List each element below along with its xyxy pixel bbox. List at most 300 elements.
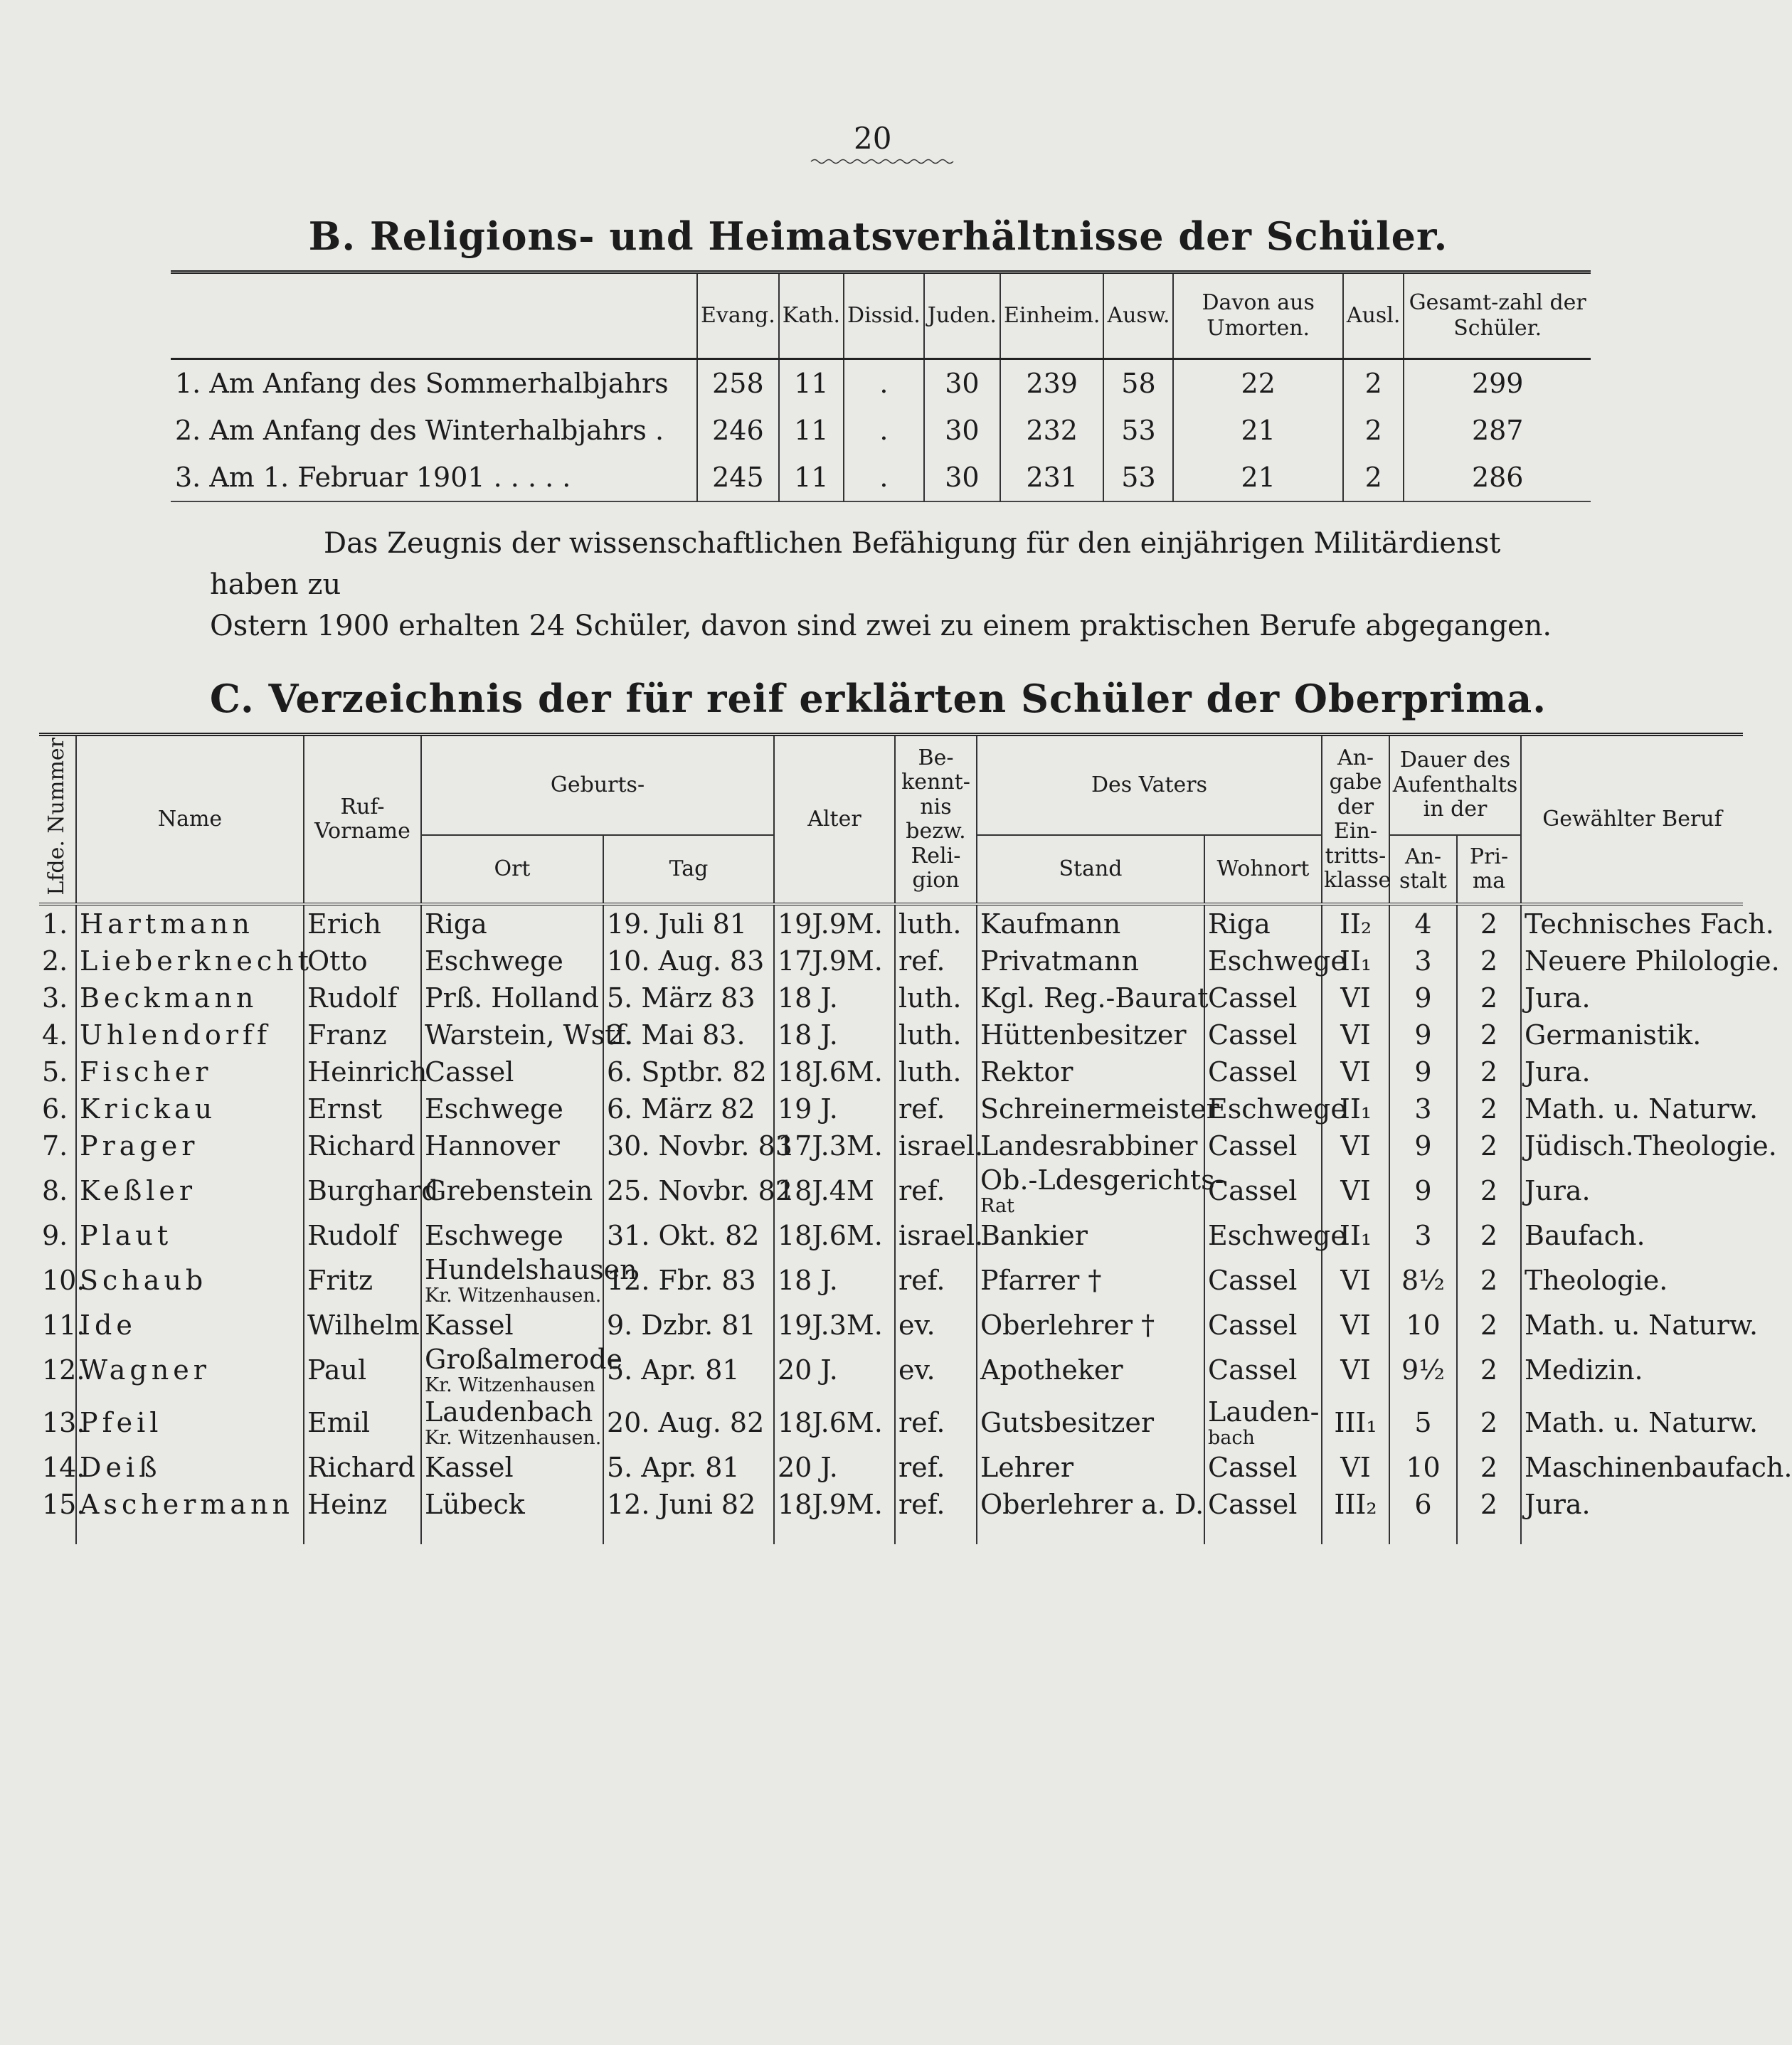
- duration-prima-text: 2: [1480, 1452, 1498, 1484]
- birth-place: [421, 1254, 637, 1307]
- entry-class-text: VI: [1340, 1452, 1371, 1484]
- religion-cell: .: [844, 359, 924, 408]
- duration-prima-text: 2: [1480, 945, 1498, 977]
- chosen-profession: [1521, 1449, 1792, 1486]
- chosen-profession-text: Medizin.: [1525, 1354, 1643, 1386]
- row-number-text: 7.: [42, 1130, 68, 1162]
- chosen-profession-text: Jura.: [1525, 1056, 1591, 1088]
- religion: [895, 1486, 977, 1544]
- row-number: [39, 942, 76, 979]
- graduate-row: [39, 1053, 1743, 1090]
- student-first-name: [304, 1090, 421, 1127]
- entry-class-text: II₁: [1339, 945, 1372, 977]
- student-first-name-text: Erich: [307, 908, 381, 940]
- row-number-text: 13.: [42, 1407, 85, 1439]
- row-number-text: 6.: [42, 1093, 68, 1125]
- student-age: [774, 1217, 895, 1254]
- entry-class: [1322, 1016, 1389, 1053]
- header-bekenntnis: Be-kennt-nis bezw. Reli-gion: [895, 735, 977, 905]
- chosen-profession: [1521, 1053, 1743, 1090]
- birth-date-text: 10. Aug. 83: [607, 945, 765, 977]
- religion-cell: 231: [1000, 454, 1103, 501]
- graduate-row: [39, 1016, 1743, 1053]
- birth-date: [603, 942, 774, 979]
- entry-class-text: VI: [1340, 1265, 1371, 1297]
- header-blank: [171, 272, 697, 359]
- graduate-row: [39, 1217, 1743, 1254]
- birth-place-text: Eschwege: [425, 1093, 563, 1125]
- student-surname: [76, 1449, 304, 1486]
- student-first-name-text: Franz: [307, 1019, 387, 1051]
- birth-place: [421, 1396, 603, 1449]
- religion: [895, 1164, 977, 1217]
- entry-class: [1322, 1396, 1389, 1449]
- father-residence: [1204, 1254, 1322, 1307]
- duration-prima: [1457, 1307, 1521, 1344]
- entry-class-text: II₂: [1339, 908, 1372, 940]
- entry-class-text: VI: [1340, 1056, 1371, 1088]
- duration-prima-text: 2: [1480, 908, 1498, 940]
- father-occupation-text: Ob.-Ldesgerichts-: [980, 1164, 1224, 1196]
- graduate-row: [39, 1090, 1743, 1127]
- duration-school-text: 4: [1414, 908, 1432, 940]
- birth-date-text: 6. Sptbr. 82: [607, 1056, 767, 1088]
- graduate-row: [39, 979, 1743, 1016]
- student-age: [774, 1486, 895, 1544]
- duration-school: [1389, 1486, 1457, 1544]
- religion-cell: .: [844, 454, 924, 501]
- religion: [895, 979, 977, 1016]
- header-ort: Ort: [421, 835, 603, 904]
- header-anstalt: An-stalt: [1389, 835, 1457, 904]
- religion-row-label: 3. Am 1. Februar 1901 . . . . .: [175, 462, 571, 493]
- father-residence-text: Eschwege: [1208, 945, 1347, 977]
- chosen-profession-text: Math. u. Naturw.: [1525, 1093, 1759, 1125]
- student-first-name-text: Wilhelm: [307, 1310, 420, 1342]
- chosen-profession-text: Math. u. Naturw.: [1525, 1310, 1759, 1342]
- birth-place-text: Prß. Holland: [425, 982, 600, 1014]
- religion-text: ref.: [898, 1452, 945, 1484]
- duration-school: [1389, 979, 1457, 1016]
- row-number-text: 10.: [42, 1265, 85, 1297]
- religion-cell: 53: [1103, 454, 1173, 501]
- graduate-row: [39, 1164, 1743, 1217]
- header-alter: Alter: [774, 735, 895, 905]
- duration-school-text: 9: [1414, 1019, 1432, 1051]
- birth-date: [603, 1486, 774, 1544]
- row-number-text: 12.: [42, 1354, 85, 1386]
- header-stand: Stand: [977, 835, 1204, 904]
- duration-prima-text: 2: [1480, 1265, 1498, 1297]
- religion-table: [171, 270, 1591, 502]
- entry-class: [1322, 979, 1389, 1016]
- chosen-profession-text: Baufach.: [1525, 1220, 1645, 1252]
- religion-cell: 58: [1103, 359, 1173, 408]
- chosen-profession: [1521, 1307, 1759, 1344]
- father-occupation-text: Pfarrer †: [980, 1265, 1102, 1297]
- duration-school-text: 9½: [1401, 1354, 1445, 1386]
- religion-cell: 2: [1343, 407, 1404, 454]
- student-surname-text: Krickau: [80, 1093, 217, 1125]
- father-residence-continuation: bach: [1208, 1427, 1255, 1450]
- row-number: [39, 1164, 76, 1217]
- birth-place-continuation: Kr. Witzenhausen.: [425, 1427, 602, 1450]
- chosen-profession: [1521, 1344, 1743, 1396]
- row-number-text: 5.: [42, 1056, 68, 1088]
- father-residence-text: Cassel: [1208, 1019, 1298, 1051]
- student-age: [774, 1127, 895, 1164]
- birth-date: [603, 1127, 792, 1164]
- father-occupation: [977, 1344, 1204, 1396]
- chosen-profession-text: Neuere Philologie.: [1525, 945, 1780, 977]
- birth-date-text: 31. Okt. 82: [607, 1220, 760, 1252]
- row-number: [39, 1053, 76, 1090]
- birth-date-text: 19. Juli 81: [607, 908, 747, 940]
- birth-place: [421, 979, 603, 1016]
- student-first-name: [304, 1254, 421, 1307]
- duration-prima: [1457, 1016, 1521, 1053]
- birth-place-continuation: Kr. Witzenhausen.: [425, 1285, 602, 1307]
- row-number-text: 2.: [42, 945, 68, 977]
- father-occupation: [977, 1254, 1204, 1307]
- father-occupation: [977, 1090, 1219, 1127]
- religion: [895, 942, 977, 979]
- duration-prima-text: 2: [1480, 1130, 1498, 1162]
- birth-date-text: 5. Apr. 81: [607, 1452, 740, 1484]
- student-surname-text: Plaut: [80, 1220, 173, 1252]
- duration-prima: [1457, 1053, 1521, 1090]
- entry-class: [1322, 1307, 1389, 1344]
- student-age-text: 18J.9M.: [778, 1489, 883, 1521]
- religion-text: luth.: [898, 982, 962, 1014]
- birth-date-text: 2. Mai 83.: [607, 1019, 746, 1051]
- duration-school: [1389, 1449, 1457, 1486]
- chosen-profession: [1521, 1217, 1743, 1254]
- father-occupation: [977, 904, 1204, 942]
- birth-date: [603, 1396, 774, 1449]
- religion-cell: 299: [1404, 359, 1591, 408]
- graduate-row: [39, 904, 1743, 942]
- note-line-1: Das Zeugnis der wissenschaftlichen Befähigung für den einjährigen Militärdienst haben zu: [210, 527, 1501, 601]
- student-first-name-text: Rudolf: [307, 982, 398, 1014]
- student-first-name: [304, 979, 421, 1016]
- chosen-profession: [1521, 1016, 1743, 1053]
- birth-place-text: Kassel: [425, 1452, 514, 1484]
- student-surname: [76, 1486, 304, 1544]
- header-juden: Juden.: [924, 272, 1000, 359]
- birth-date: [603, 1053, 774, 1090]
- header-ausl: Ausl.: [1343, 272, 1404, 359]
- father-residence-text: Cassel: [1208, 1130, 1298, 1162]
- student-first-name: [304, 1164, 439, 1217]
- student-first-name-text: Otto: [307, 945, 368, 977]
- father-occupation: [977, 1307, 1204, 1344]
- religion-text: ref.: [898, 1175, 945, 1207]
- duration-prima: [1457, 1164, 1521, 1217]
- row-number: [39, 1254, 85, 1307]
- father-residence-text: Cassel: [1208, 982, 1298, 1014]
- entry-class: [1322, 1449, 1389, 1486]
- father-residence: [1204, 942, 1347, 979]
- duration-school: [1389, 1396, 1457, 1449]
- father-residence: [1204, 904, 1322, 942]
- religion-text: israel.: [898, 1220, 984, 1252]
- duration-school-text: 9: [1414, 1175, 1432, 1207]
- birth-place: [421, 1164, 603, 1217]
- birth-date-text: 9. Dzbr. 81: [607, 1310, 756, 1342]
- student-first-name-text: Rudolf: [307, 1220, 398, 1252]
- father-occupation-text: Hüttenbesitzer: [980, 1019, 1187, 1051]
- birth-place-text: Riga: [425, 908, 487, 940]
- birth-date: [603, 1164, 792, 1217]
- birth-place-text: Grebenstein: [425, 1175, 593, 1207]
- student-surname: [76, 1344, 304, 1396]
- duration-prima-text: 2: [1480, 1354, 1498, 1386]
- religion-cell: 30: [924, 407, 1000, 454]
- section-b-title: B. Religions- und Heimatsverhältnisse der Schüler.: [308, 213, 1448, 259]
- chosen-profession: [1521, 979, 1743, 1016]
- birth-date: [603, 1449, 774, 1486]
- row-number-text: 3.: [42, 982, 68, 1014]
- religion-text: ref.: [898, 1407, 945, 1439]
- birth-date: [603, 979, 774, 1016]
- birth-place: [421, 1486, 603, 1544]
- religion: [895, 1307, 977, 1344]
- birth-date-text: 12. Fbr. 83: [607, 1265, 756, 1297]
- father-occupation: [977, 1396, 1204, 1449]
- student-first-name: [304, 1344, 421, 1396]
- duration-prima: [1457, 1344, 1521, 1396]
- duration-prima-text: 2: [1480, 1407, 1498, 1439]
- student-surname: [76, 1396, 304, 1449]
- student-surname: [76, 1016, 304, 1053]
- father-residence-text: Eschwege: [1208, 1093, 1347, 1125]
- duration-prima-text: 2: [1480, 1093, 1498, 1125]
- duration-prima: [1457, 1090, 1521, 1127]
- entry-class: [1322, 904, 1389, 942]
- entry-class-text: II₁: [1339, 1093, 1372, 1125]
- religion-cell: 2: [1343, 359, 1404, 408]
- duration-school: [1389, 1090, 1457, 1127]
- row-number-text: 1.: [42, 908, 68, 940]
- row-number: [39, 1016, 76, 1053]
- father-residence: [1204, 1449, 1322, 1486]
- father-occupation-text: Oberlehrer †: [980, 1310, 1155, 1342]
- father-residence-text: Cassel: [1208, 1489, 1298, 1521]
- student-surname: [76, 1090, 304, 1127]
- duration-school-text: 5: [1414, 1407, 1432, 1439]
- birth-date-text: 30. Novbr. 83: [607, 1130, 792, 1162]
- note-paragraph: [210, 523, 1562, 647]
- religion-row: [171, 359, 1591, 408]
- student-surname-text: Lieberknecht: [80, 945, 313, 977]
- entry-class-text: III₂: [1334, 1489, 1377, 1521]
- duration-school: [1389, 1016, 1457, 1053]
- birth-place-text: Eschwege: [425, 1220, 563, 1252]
- student-age-text: 20 J.: [778, 1452, 838, 1484]
- father-residence: [1204, 1396, 1322, 1449]
- chosen-profession: [1521, 1254, 1743, 1307]
- religion-text: ref.: [898, 1265, 945, 1297]
- religion-text: ref.: [898, 1489, 945, 1521]
- header-rufvorname: Ruf-Vorname: [304, 735, 421, 905]
- duration-prima-text: 2: [1480, 1220, 1498, 1252]
- religion: [895, 1016, 977, 1053]
- birth-place: [421, 1449, 603, 1486]
- birth-date-text: 20. Aug. 82: [607, 1407, 765, 1439]
- student-age: [774, 1164, 895, 1217]
- religion-cell: 22: [1173, 359, 1342, 408]
- student-first-name-text: Emil: [307, 1407, 371, 1439]
- entry-class-text: VI: [1340, 1019, 1371, 1051]
- religion-cell: 30: [924, 359, 1000, 408]
- header-nummer: Lfde. Nummer: [39, 735, 76, 905]
- birth-date: [603, 904, 774, 942]
- header-wohnort: Wohnort: [1204, 835, 1322, 904]
- student-surname-text: Ide: [80, 1310, 137, 1342]
- header-tag: Tag: [603, 835, 774, 904]
- row-number: [39, 1217, 76, 1254]
- graduate-row: [39, 1307, 1743, 1344]
- birth-place: [421, 1127, 603, 1164]
- duration-school: [1389, 904, 1457, 942]
- father-occupation: [977, 1217, 1204, 1254]
- religion-text: ev.: [898, 1354, 935, 1386]
- duration-prima-text: 2: [1480, 1056, 1498, 1088]
- row-number: [39, 1396, 85, 1449]
- religion-cell: 258: [697, 359, 779, 408]
- duration-school: [1389, 1127, 1457, 1164]
- duration-school-text: 3: [1414, 945, 1432, 977]
- chosen-profession: [1521, 942, 1780, 979]
- father-residence: [1204, 1486, 1322, 1544]
- header-dissid: Dissid.: [844, 272, 924, 359]
- page-number-ornament: [811, 158, 953, 165]
- religion-cell: .: [844, 407, 924, 454]
- father-residence-text: Eschwege: [1208, 1220, 1347, 1252]
- duration-prima: [1457, 1217, 1521, 1254]
- duration-prima: [1457, 942, 1521, 979]
- chosen-profession-text: Technisches Fach.: [1525, 908, 1774, 940]
- duration-school: [1389, 1344, 1457, 1396]
- header-eintrittsklasse: An-gabe der Ein-tritts-klasse: [1322, 735, 1389, 905]
- student-surname-text: Deiß: [80, 1452, 161, 1484]
- duration-school: [1389, 1254, 1457, 1307]
- row-number: [39, 904, 76, 942]
- birth-place-text: Warstein, Wstf.: [425, 1019, 634, 1051]
- religion-cell: 11: [779, 454, 844, 501]
- duration-prima: [1457, 1486, 1521, 1544]
- birth-place: [421, 1016, 634, 1053]
- chosen-profession-text: Jura.: [1525, 982, 1591, 1014]
- father-occupation-text: Apotheker: [980, 1354, 1123, 1386]
- chosen-profession-text: Jüdisch.Theologie.: [1525, 1130, 1777, 1162]
- birth-date-text: 6. März 82: [607, 1093, 755, 1125]
- row-number-text: 8.: [42, 1175, 68, 1207]
- duration-prima: [1457, 1449, 1521, 1486]
- student-first-name-text: Heinz: [307, 1489, 388, 1521]
- student-first-name-text: Paul: [307, 1354, 367, 1386]
- religion-text: israel.: [898, 1130, 984, 1162]
- student-surname: [76, 1127, 304, 1164]
- header-beruf: Gewählter Beruf: [1521, 735, 1743, 905]
- entry-class: [1322, 1053, 1389, 1090]
- father-residence-text: Cassel: [1208, 1056, 1298, 1088]
- header-evang: Evang.: [697, 272, 779, 359]
- student-first-name: [304, 1127, 421, 1164]
- student-surname-text: Prager: [80, 1130, 199, 1162]
- father-residence: [1204, 1307, 1322, 1344]
- religion-text: luth.: [898, 908, 962, 940]
- student-first-name: [304, 904, 421, 942]
- student-first-name: [304, 1486, 421, 1544]
- father-residence: [1204, 1127, 1322, 1164]
- chosen-profession-text: Jura.: [1525, 1489, 1591, 1521]
- entry-class-text: VI: [1340, 982, 1371, 1014]
- student-surname: [76, 1164, 304, 1217]
- birth-place: [421, 1090, 603, 1127]
- graduate-row: [39, 1396, 1743, 1449]
- student-surname: [76, 1217, 304, 1254]
- religion: [895, 1254, 977, 1307]
- father-occupation-text: Kaufmann: [980, 908, 1121, 940]
- student-surname: [76, 904, 304, 942]
- religion-cell: 246: [697, 407, 779, 454]
- graduate-row: [39, 1449, 1743, 1486]
- row-number: [39, 1486, 85, 1544]
- father-occupation: [977, 1449, 1204, 1486]
- student-age-text: 18J.6M.: [778, 1220, 883, 1252]
- father-occupation-text: Landesrabbiner: [980, 1130, 1198, 1162]
- birth-date-text: 25. Novbr. 82: [607, 1175, 792, 1207]
- duration-prima-text: 2: [1480, 1489, 1498, 1521]
- father-occupation: [977, 1127, 1204, 1164]
- birth-place: [421, 904, 603, 942]
- father-occupation: [977, 1016, 1204, 1053]
- religion-cell: 21: [1173, 454, 1342, 501]
- birth-date: [603, 1217, 774, 1254]
- student-age-text: 17J.9M.: [778, 945, 883, 977]
- religion-cell: 30: [924, 454, 1000, 501]
- father-residence: [1204, 979, 1322, 1016]
- birth-place-text: Kassel: [425, 1310, 514, 1342]
- graduate-row: [39, 942, 1743, 979]
- father-residence-text: Cassel: [1208, 1175, 1298, 1207]
- student-surname-text: Beckmann: [80, 982, 258, 1014]
- entry-class: [1322, 1486, 1389, 1544]
- duration-prima: [1457, 979, 1521, 1016]
- religion-cell: 245: [697, 454, 779, 501]
- entry-class: [1322, 1127, 1389, 1164]
- student-first-name: [304, 1217, 421, 1254]
- graduate-row: [39, 1254, 1743, 1307]
- student-surname-text: Pfeil: [80, 1407, 163, 1439]
- row-number-text: 14.: [42, 1452, 85, 1484]
- father-occupation: [977, 1053, 1204, 1090]
- entry-class: [1322, 1164, 1389, 1217]
- student-age-text: 19J.9M.: [778, 908, 883, 940]
- birth-date-text: 5. März 83: [607, 982, 755, 1014]
- father-residence: [1204, 1344, 1322, 1396]
- father-occupation: [977, 1486, 1204, 1544]
- father-occupation-text: Oberlehrer a. D.: [980, 1489, 1204, 1521]
- duration-prima: [1457, 1127, 1521, 1164]
- chosen-profession-text: Theologie.: [1525, 1265, 1668, 1297]
- duration-school-text: 9: [1414, 982, 1432, 1014]
- duration-prima-text: 2: [1480, 1310, 1498, 1342]
- birth-date: [603, 1307, 774, 1344]
- duration-school-text: 10: [1406, 1310, 1441, 1342]
